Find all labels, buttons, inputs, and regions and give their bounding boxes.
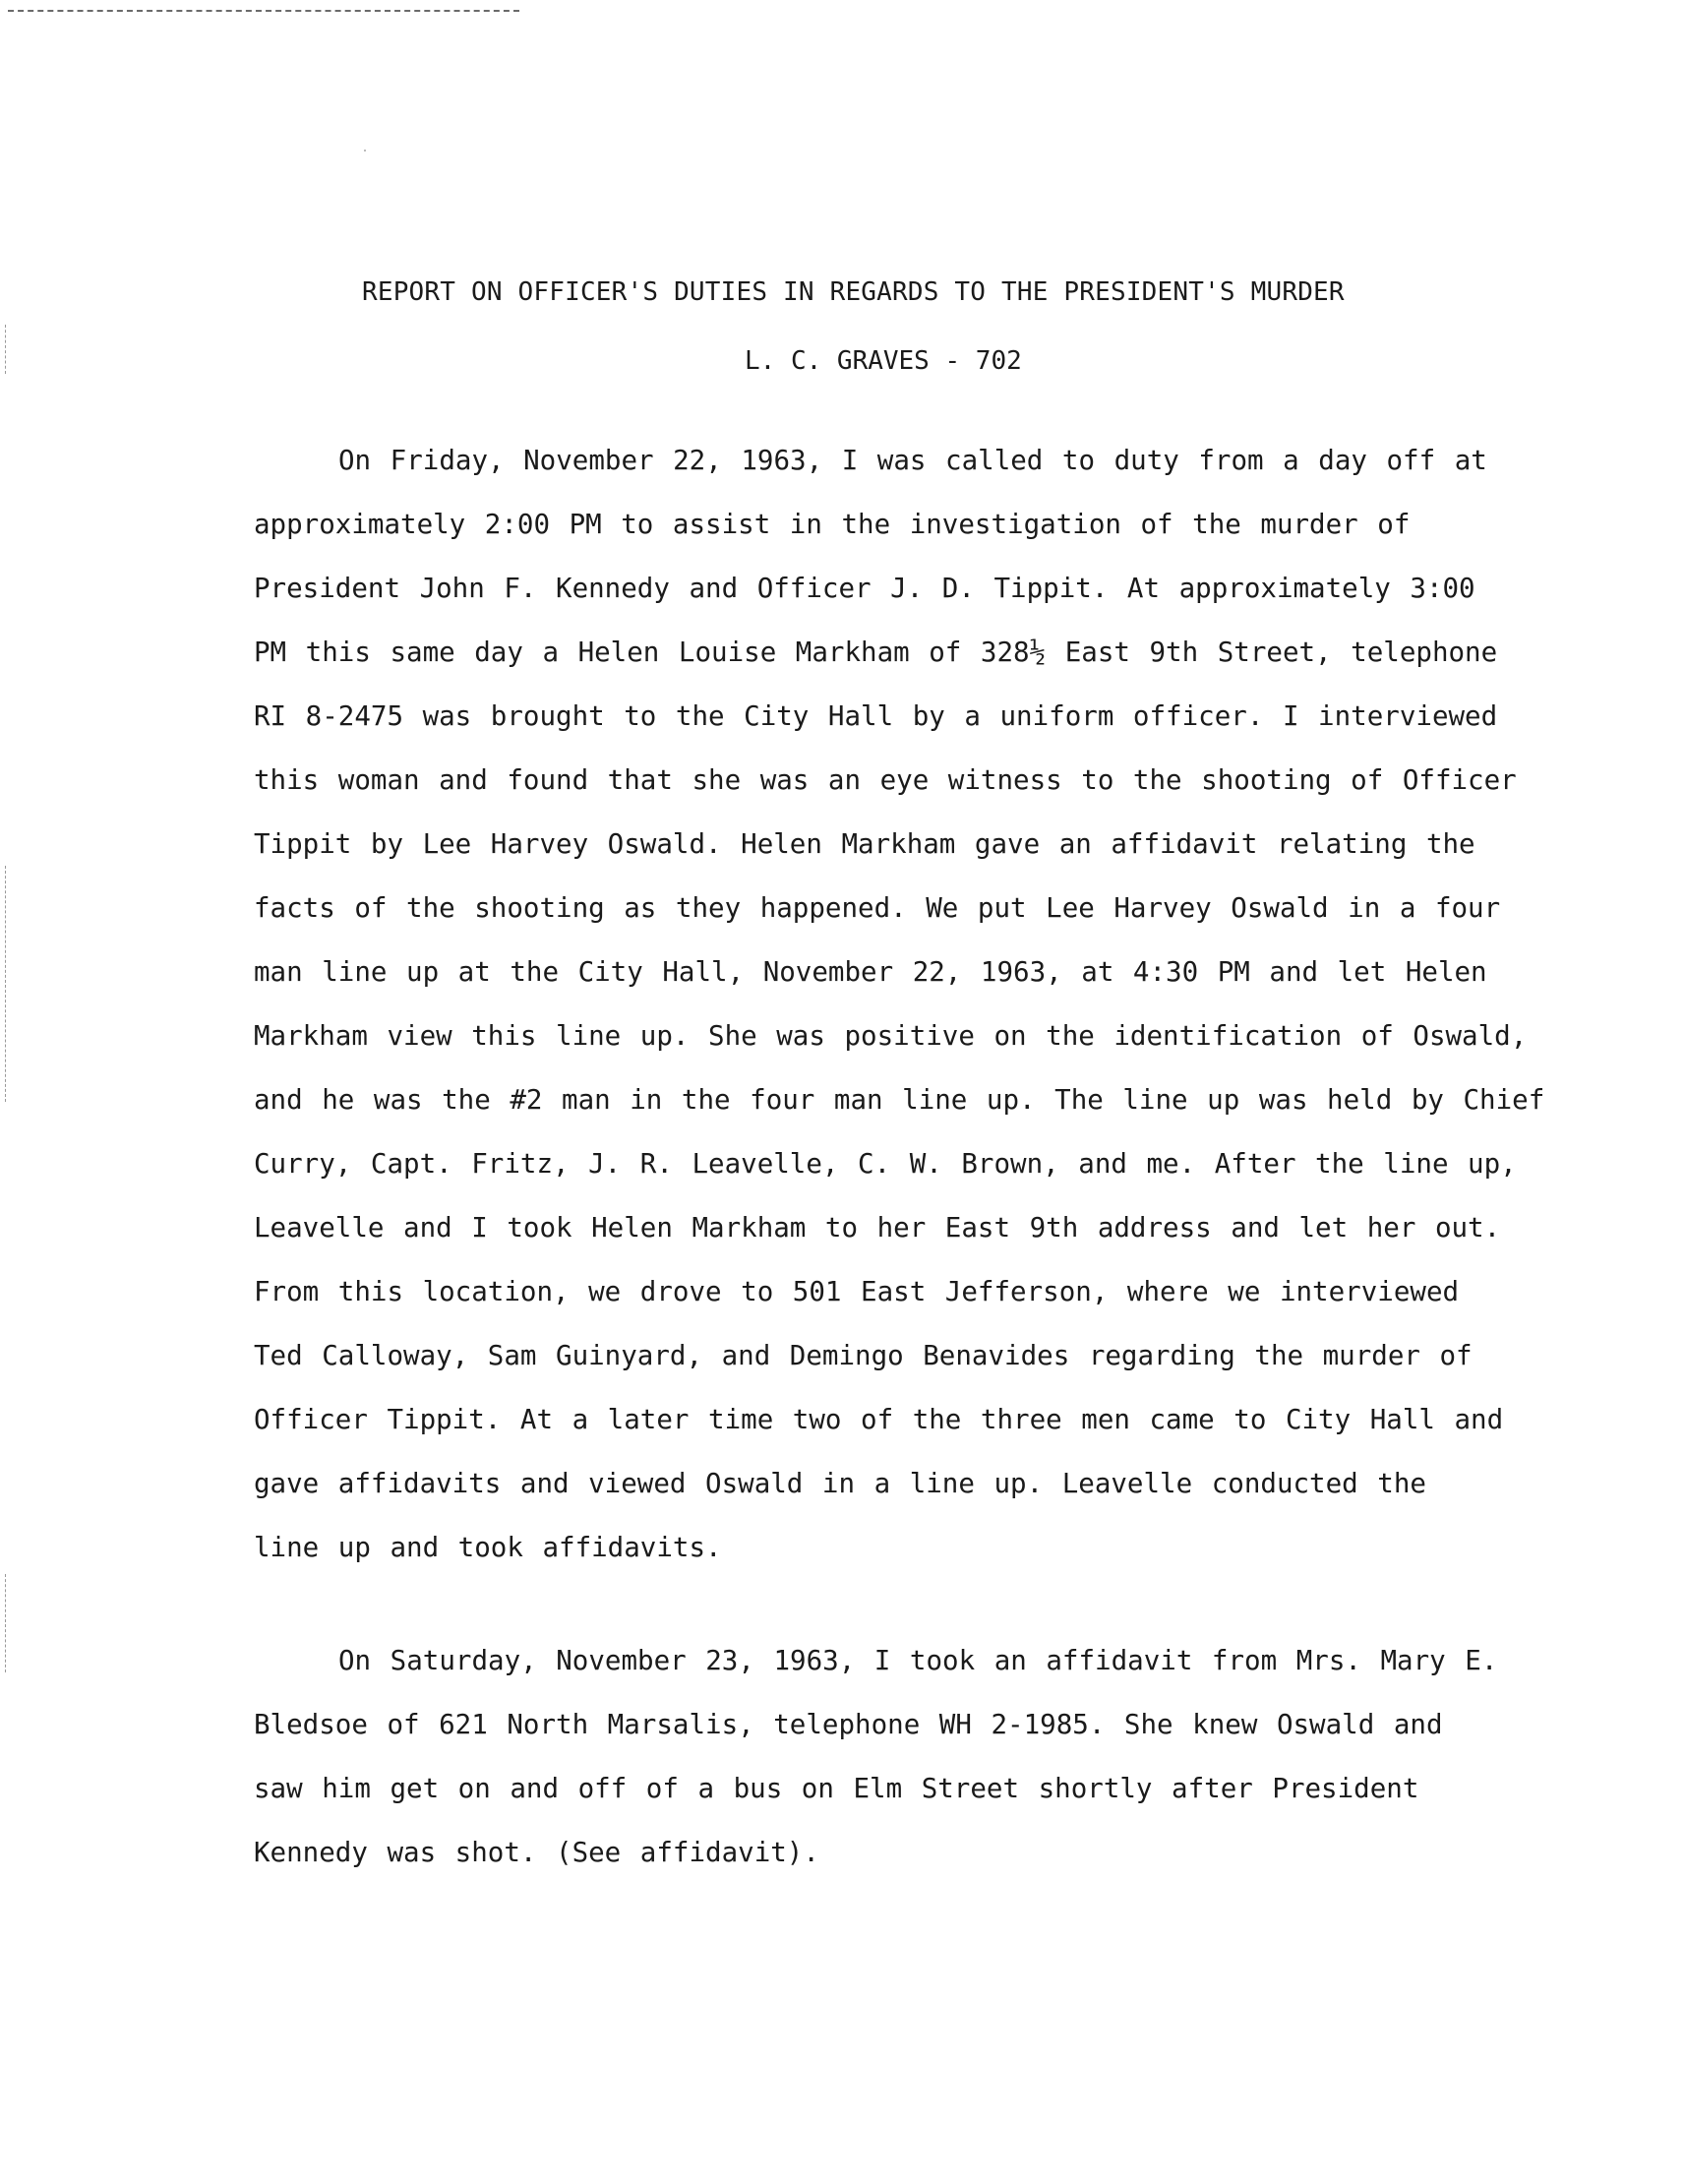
- text-line: Officer Tippit. At a later time two of the three men came to City Hall and: [254, 1404, 1504, 1435]
- text-line: line up and took affidavits.: [254, 1532, 722, 1563]
- text-line: gave affidavits and viewed Oswald in a line up. Leavelle conducted the: [254, 1468, 1426, 1499]
- scan-edge-mark: [5, 325, 6, 374]
- text-line: and he was the #2 man in the four man line up. The line up was held by Chief: [254, 1084, 1545, 1116]
- text-line: Leavelle and I took Helen Markham to her East 9th address and let her out.: [254, 1212, 1501, 1244]
- text-line: this woman and found that she was an eye witness to the shooting of Officer: [254, 764, 1517, 796]
- text-line: Kennedy was shot. (See affidavit).: [254, 1837, 819, 1868]
- paragraph-1: [254, 429, 1572, 1580]
- text-line: Tippit by Lee Harvey Oswald. Helen Markham gave an affidavit relating the: [254, 828, 1475, 860]
- text-line: On Friday, November 22, 1963, I was called to duty from a day off at: [338, 445, 1487, 476]
- text-line: Curry, Capt. Fritz, J. R. Leavelle, C. W. Brown, and me. After the line up,: [254, 1148, 1517, 1180]
- scan-speck: [364, 150, 366, 152]
- report-title: REPORT ON OFFICER'S DUTIES IN REGARDS TO THE PRESIDENT'S MURDER: [362, 277, 1345, 307]
- text-line: approximately 2:00 PM to assist in the investigation of the murder of: [254, 509, 1411, 540]
- text-line: PM this same day a Helen Louise Markham of 328½ East 9th Street, telephone: [254, 637, 1498, 668]
- text-line: Ted Calloway, Sam Guinyard, and Demingo Benavides regarding the murder of: [254, 1340, 1473, 1371]
- paragraph-2: [254, 1629, 1572, 1885]
- text-line: saw him get on and off of a bus on Elm Street shortly after President: [254, 1773, 1419, 1804]
- text-line: From this location, we drove to 501 East Jefferson, where we interviewed: [254, 1276, 1460, 1307]
- report-subtitle: L. C. GRAVES - 702: [745, 346, 1022, 376]
- text-line: Markham view this line up. She was positive on the identification of Oswald,: [254, 1020, 1528, 1052]
- text-line: facts of the shooting as they happened. We put Lee Harvey Oswald in a four: [254, 892, 1501, 924]
- scan-edge-mark: [5, 866, 6, 1102]
- scan-edge-mark: [5, 1574, 6, 1672]
- text-line: President John F. Kennedy and Officer J. D. Tippit. At approximately 3:00: [254, 573, 1475, 604]
- text-line: On Saturday, November 23, 1963, I took an affidavit from Mrs. Mary E.: [338, 1645, 1498, 1676]
- top-rule: [8, 10, 519, 12]
- text-line: man line up at the City Hall, November 22, 1963, at 4:30 PM and let Helen: [254, 956, 1487, 988]
- text-line: Bledsoe of 621 North Marsalis, telephone WH 2-1985. She knew Oswald and: [254, 1709, 1443, 1740]
- text-line: RI 8-2475 was brought to the City Hall by a uniform officer. I interviewed: [254, 700, 1498, 732]
